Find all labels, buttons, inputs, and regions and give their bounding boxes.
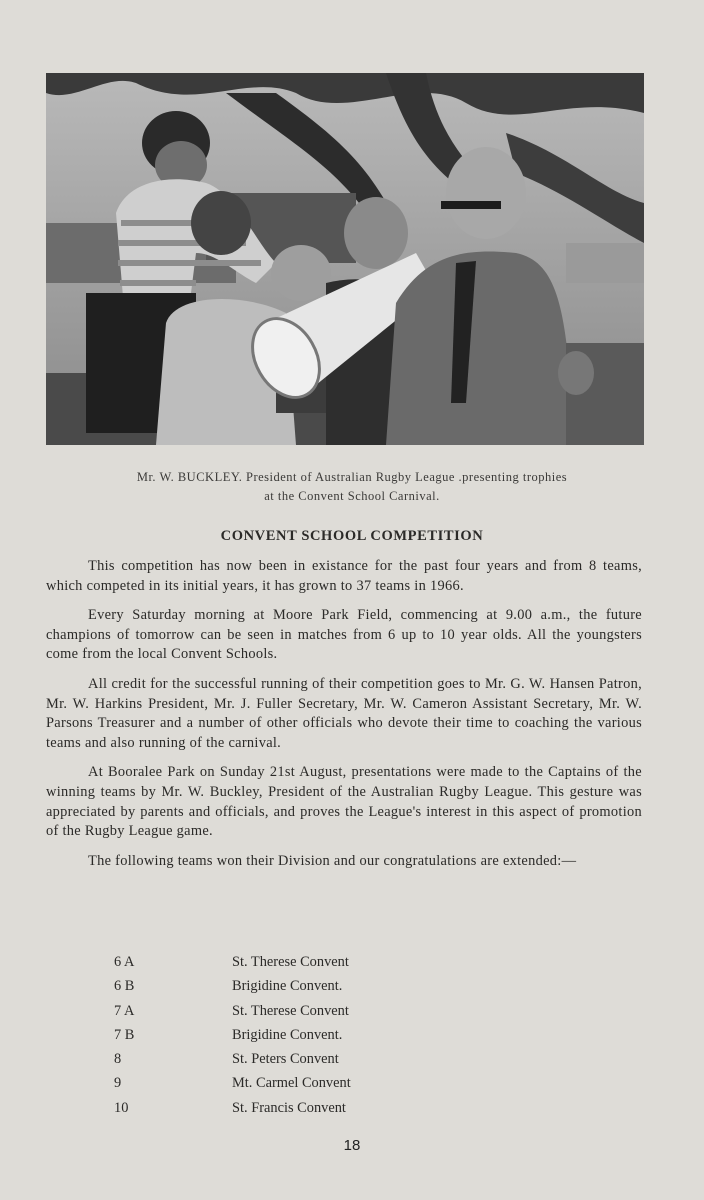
- page-number: 18: [343, 1137, 361, 1154]
- list-item: [100, 1071, 460, 1095]
- caption-line: at the Convent School Carnival.: [264, 489, 440, 503]
- section-heading: CONVENT SCHOOL COMPETITION: [220, 528, 484, 544]
- division-label: 10: [114, 1099, 129, 1116]
- team-name: Mt. Carmel Convent: [232, 1075, 351, 1092]
- division-label: 7 B: [114, 1026, 135, 1043]
- paragraph: All credit for the successful running of their competition goes to Mr. G. W. Hansen Patron, Mr. W. Harkins President, Mr. J. Fuller Secretary, Mr. W. Cameron Assistant Secretary, Mr. W. Parsons Treasurer and a number of other officials who devote their time to coaching the various teams and also running of the carnival.: [46, 675, 642, 751]
- division-label: 6 B: [114, 978, 135, 995]
- division-label: 9: [114, 1075, 122, 1092]
- presentation-photo: [46, 73, 644, 445]
- article-body: [46, 557, 642, 881]
- division-label: 7 A: [114, 1002, 135, 1019]
- caption-line: Mr. W. BUCKLEY. President of Australian Rugby League .presenting trophies: [136, 470, 568, 484]
- list-item: [100, 950, 460, 974]
- paragraph: At Booralee Park on Sunday 21st August, presentations were made to the Captains of the winning teams by Mr. W. Buckley, President of the Australian Rugby League. This gesture was appreciated by parents and officials, and proves the League's interest in this aspect of promotion of the Rugby League game.: [46, 764, 642, 840]
- photo-caption: [40, 468, 664, 506]
- team-name: St. Peters Convent: [232, 1051, 339, 1068]
- team-name: St. Francis Convent: [232, 1099, 346, 1116]
- team-name: Brigidine Convent.: [232, 1026, 343, 1043]
- winners-list: [100, 950, 460, 1120]
- paragraph: This competition has now been in existance for the past four years and from 8 teams, which competed in its initial years, it has grown to 37 teams in 1966.: [46, 558, 642, 594]
- team-name: St. Therese Convent: [232, 954, 349, 970]
- division-label: 6 A: [114, 954, 135, 970]
- team-name: St. Therese Convent: [232, 1002, 349, 1019]
- list-item: [100, 1096, 460, 1120]
- list-item: [100, 999, 460, 1023]
- list-item: [100, 1023, 460, 1047]
- paragraph: The following teams won their Division and our congratulations are extended:—: [88, 852, 577, 869]
- paragraph: Every Saturday morning at Moore Park Field, commencing at 9.00 a.m., the future champions of tomorrow can be seen in matches from 6 up to 10 year olds. All the youngsters come from the local Convent Schools.: [46, 607, 642, 663]
- division-label: 8: [114, 1051, 122, 1068]
- photograph-icon: [46, 73, 644, 445]
- list-item: [100, 974, 460, 998]
- team-name: Brigidine Convent.: [232, 978, 343, 995]
- list-item: [100, 1047, 460, 1071]
